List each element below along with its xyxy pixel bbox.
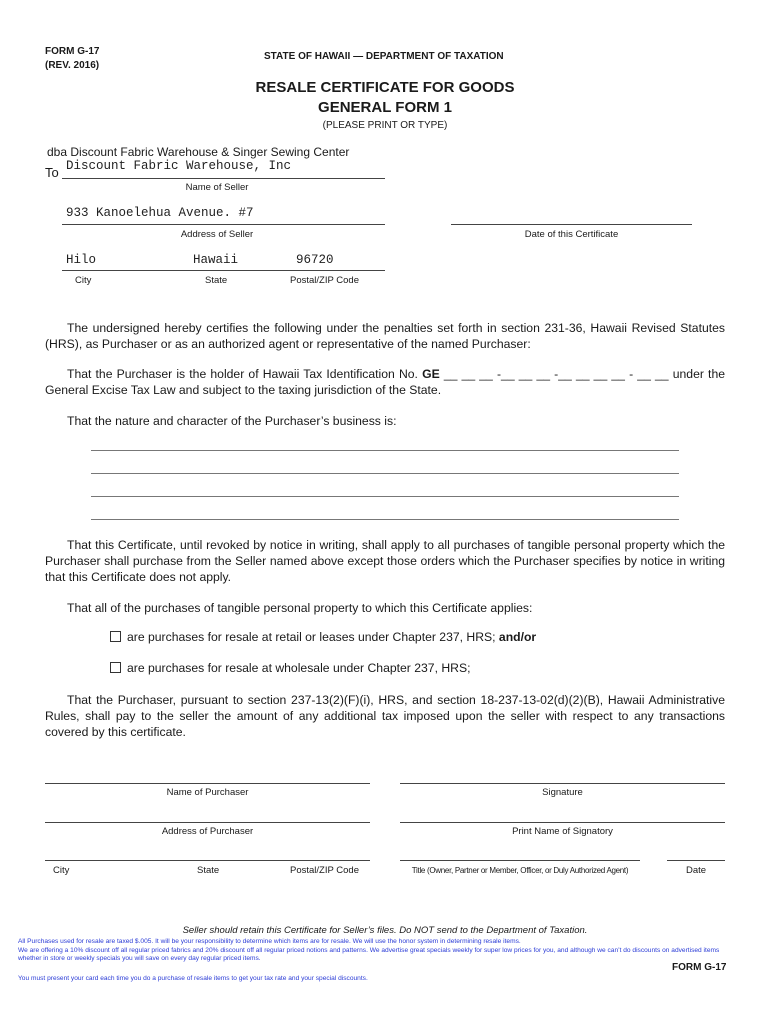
certificate-date-line[interactable] [451,224,692,225]
store-note-card: You must present your card each time you do a purchase of resale items to get your tax rate and your special discounts. [18,975,368,982]
purchaser-state-caption: State [197,865,220,876]
seller-state-caption: State [205,275,228,286]
certificate-date-caption: Date of this Certificate [524,229,619,240]
seller-state-value[interactable]: Hawaii [193,253,239,267]
agency-name: STATE OF HAWAII — DEPARTMENT OF TAXATION [264,51,504,62]
footer-form-id: FORM G-17 [672,962,727,973]
business-nature-line-3[interactable] [91,496,679,497]
seller-zip-value[interactable]: 96720 [296,253,334,267]
purchaser-city-caption: City [53,865,70,876]
title-caption: Title (Owner, Partner or Member, Officer, or Duly Authorized Agent) [411,866,629,875]
store-note-discount: We are offering a 10% discount off all regular priced fabrics and 20% discount off all regular priced notions and patterns. We advertise great specials weekly for super low prices for you, and although we can’t do discounts on advertised items whether in store or weekly specials you will save on every day regular priced items. [18,947,720,962]
print-instruction: (PLEASE PRINT OR TYPE) [322,120,448,131]
purchases-paragraph: That all of the purchases of tangible personal property to which this Certificate applies: [67,601,533,615]
option-wholesale [110,660,470,676]
and-or-label: and/or [498,630,537,644]
wholesale-option-label: are purchases for resale at wholesale under Chapter 237, HRS; [127,661,471,675]
revocation-paragraph: That this Certificate, until revoked by notice in writing, shall apply to all purchases of tangible personal property which the Purchaser shall purchase from the Seller named above except those orders which the Purchaser specifies by notice in writing that this Certificate does not apply. [45,538,725,584]
print-name-line[interactable] [400,822,725,823]
seller-city-caption: City [75,275,92,286]
seller-name-value[interactable]: Discount Fabric Warehouse, Inc [66,159,292,173]
seller-name-caption: Name of Seller [185,182,249,193]
form-id: FORM G-17 [45,46,100,57]
retail-checkbox[interactable] [110,631,121,642]
business-nature-line-2[interactable] [91,473,679,474]
certification-paragraph: The undersigned hereby certifies the following under the penalties set forth in section 231-36, Hawaii Revised Statutes (HRS), as Purchaser or as an authorized agent or representative of the named Purchaser: [45,321,725,351]
title-line[interactable] [400,860,640,861]
business-nature-line-1[interactable] [91,450,679,451]
retain-notice: Seller should retain this Certificate for Seller’s files. Do NOT send to the Department of Taxation. [182,925,588,936]
print-name-caption: Print Name of Signatory [512,826,613,837]
retail-option-label: are purchases for resale at retail or leases under Chapter 237, HRS; [127,630,496,644]
business-nature-label: That the nature and character of the Purchaser’s business is: [67,414,397,428]
form-revision: (REV. 2016) [45,60,100,71]
option-retail [110,629,536,645]
seller-zip-caption: Postal/ZIP Code [290,275,360,286]
tax-id-blanks[interactable]: __ __ __ -__ __ __ -__ __ __ __ - __ __ [443,367,669,381]
ge-prefix: GE [422,367,440,381]
purchaser-name-line[interactable] [45,783,370,784]
seller-address-value[interactable]: 933 Kanoelehua Avenue. #7 [66,206,254,220]
seller-name-line [62,178,385,179]
form-title: RESALE CERTIFICATE FOR GOODS [255,79,515,96]
tax-id-text-2: under the General Excise Tax Law and subject to the taxing jurisdiction of the State. [45,367,726,397]
purchaser-city-line[interactable] [45,860,370,861]
purchaser-address-caption: Address of Purchaser [161,826,254,837]
tax-id-text: That the Purchaser is the holder of Hawaii Tax Identification No. [67,367,418,381]
seller-city-value[interactable]: Hilo [66,253,97,267]
business-nature-line-4[interactable] [91,519,679,520]
purchaser-address-line[interactable] [45,822,370,823]
date-caption: Date [685,865,707,876]
date-line[interactable] [667,860,725,861]
wholesale-checkbox[interactable] [110,662,121,673]
purchaser-zip-caption: Postal/ZIP Code [290,865,360,876]
signature-caption: Signature [542,787,583,798]
to-label: To [45,165,59,180]
additional-tax-paragraph: That the Purchaser, pursuant to section 237-13(2)(F)(i), HRS, and section 18-237-13-02(d)(2)(B), Hawaii Administrative Rules, shall pay to the seller the amount of any additional tax imposed upon the seller with respect to any transactions covered by this certificate. [45,693,725,739]
seller-dba: dba Discount Fabric Warehouse & Singer Sewing Center [47,145,350,159]
seller-city-line [62,270,385,271]
seller-address-caption: Address of Seller [180,229,254,240]
tax-id-paragraph [45,366,725,398]
store-note-tax: All Purchases used for resale are taxed $.005. It will be your responsibility to determine which items are for resale. We will use the honor system in determining resale items. [18,938,521,945]
seller-address-line [62,224,385,225]
signature-line[interactable] [400,783,725,784]
form-subtitle: GENERAL FORM 1 [318,99,452,116]
purchaser-name-caption: Name of Purchaser [166,787,249,798]
